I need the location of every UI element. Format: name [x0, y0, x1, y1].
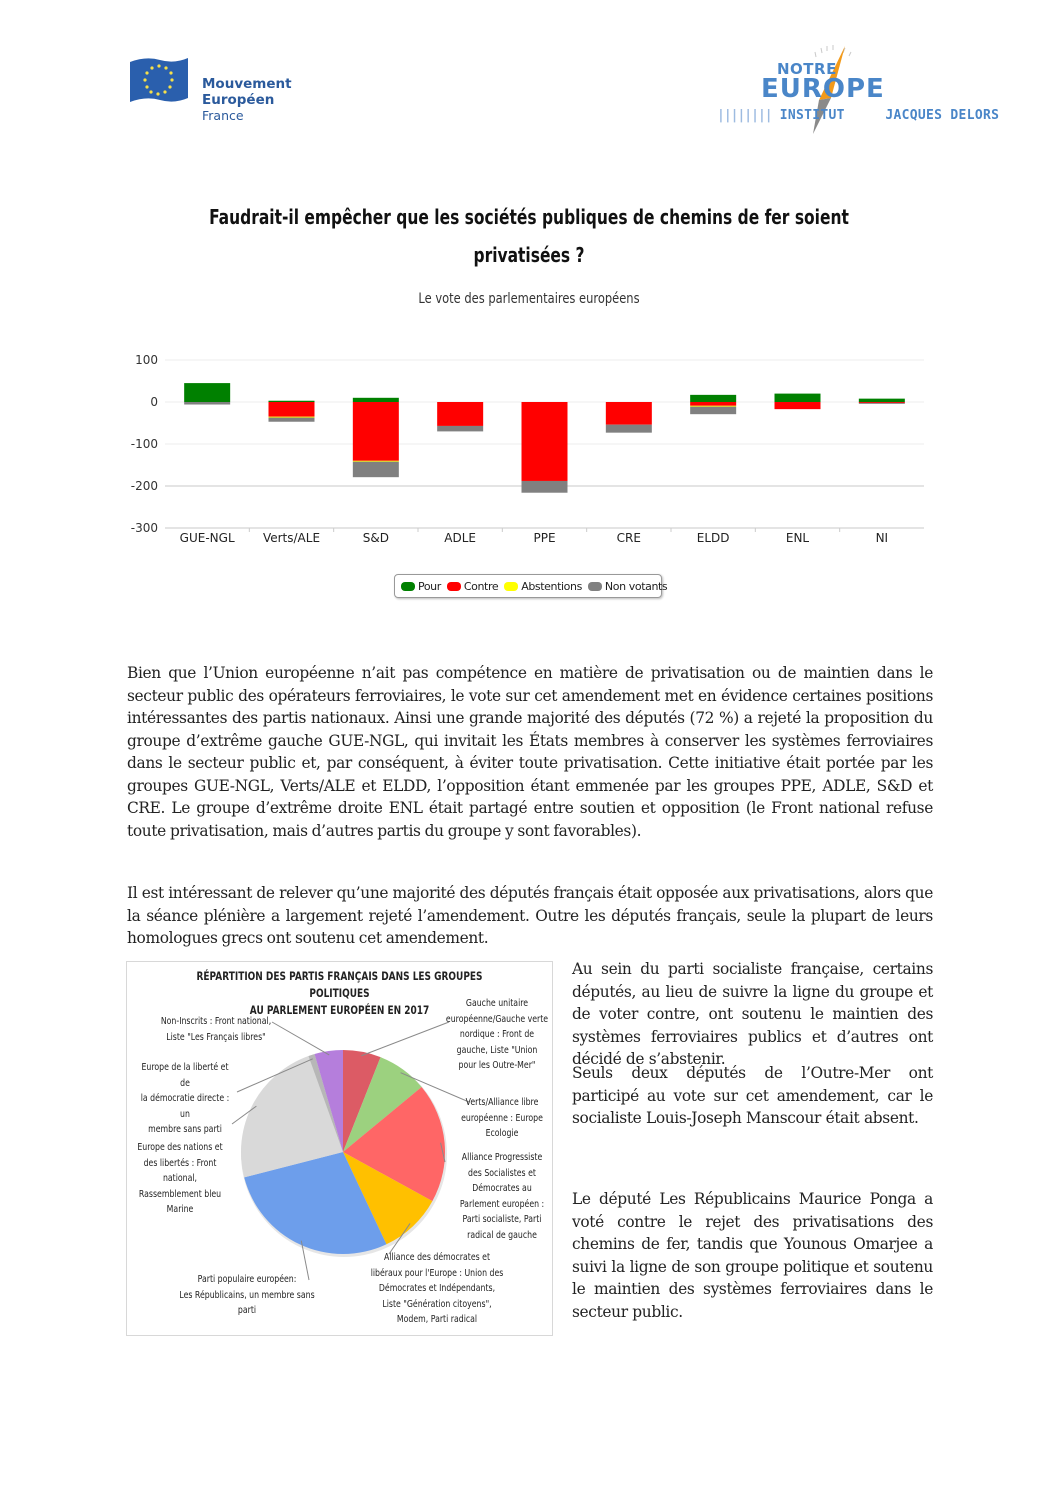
contre-swatch-icon [447, 582, 461, 591]
x-tick-label: Verts/ALE [262, 531, 321, 545]
bar-non-votants-adle [437, 426, 483, 431]
pie-label-adle: Alliance des démocrates et libéraux pour l'Europe : Union des Démocrates et Indépendants, Liste "Génération citoyens", Modem, Parti radical [370, 1252, 504, 1325]
bar-non-votants-eldd [690, 407, 736, 415]
body-paragraph-1: Bien que l’Union européenne n’ait pas compétence en matière de privatisation ou de maintien dans le secteur public des opérateurs ferroviaires, le vote sur cet amendement met en évidence certaines positions intéressantes des partis nationaux. Ainsi une grande majorité des députés (72 %) a rejeté la proposition du groupe d’extrême gauche GUE-NGL, qui invitait les États membres à conserver les systèmes ferroviaires dans le secteur public et, par conséquent, à éviter toute privatisation. Cette initiative était portée par les groupes GUE-NGL, Verts/ALE et ELDD, l’opposition étant emmenée par les groupes PPE, ADLE, S&D et CRE. Le groupe d’extrême droite ENL était partagé entre soutien et opposition (le Front national refuse toute privatisation, mais d’autres partis du groupe y sont favorables). [127, 664, 933, 840]
logo-line-2: Européen [202, 92, 275, 108]
abstentions-swatch-icon [504, 582, 518, 591]
legend-label: Contre [463, 579, 499, 593]
chart-subtitle: Le vote des parlementaires européens [418, 291, 640, 307]
logo-line-3: France [202, 108, 244, 123]
bar-pour-s-d [353, 398, 399, 402]
x-tick-label: CRE [616, 531, 641, 545]
pie-label-verts-ale: Verts/Alliance libre européenne : Europe Ecologie [461, 1097, 543, 1139]
pie-label-eldd: Europe de la liberté et de la démocratie directe : un membre sans parti [140, 1062, 230, 1135]
pie-label-sd: Alliance Progressiste des Socialistes et Démocrates au Parlement européen : Parti socialiste, Parti radical de gauche [459, 1152, 545, 1241]
x-tick-label: ELDD [696, 531, 730, 545]
bar-non-votants-verts-ale [269, 418, 315, 422]
legend-item-abstentions[interactable] [504, 580, 582, 593]
page-title: Faudrait-il empêcher que les sociétés publiques de chemins de fer soient privatisées ? [209, 205, 849, 267]
bar-contre-verts-ale [269, 402, 315, 417]
bar-contre-cre [606, 402, 652, 425]
x-tick-label: PPE [533, 531, 556, 545]
legend-item-pour[interactable] [401, 580, 441, 593]
notre-europe-logo [715, 38, 1000, 138]
legend-item-non-votants[interactable] [588, 580, 667, 593]
y-tick-label: 100 [135, 353, 158, 367]
mouvement-europeen-logo [128, 52, 308, 132]
logo-europe: EUROPE [761, 74, 885, 104]
bar-contre-adle [437, 402, 483, 426]
non-votants-swatch-icon [588, 582, 602, 591]
y-tick-label: -300 [130, 521, 158, 535]
pie-title-line-1: RÉPARTITION DES PARTIS FRANÇAIS DANS LES GROUPES POLITIQUES [196, 969, 483, 1000]
bar-non-votants-ppe [522, 481, 568, 493]
bar-non-votants-ni [859, 403, 905, 404]
bar-pour-ni [859, 399, 905, 402]
eu-flag-icon [128, 54, 190, 104]
legend-label: Pour [418, 579, 441, 593]
bar-non-votants-s-d [353, 462, 399, 478]
bar-contre-eldd [690, 402, 736, 406]
legend-label: Abstentions [521, 579, 582, 593]
logo-line-1: Mouvement [202, 76, 292, 92]
vote-bar-chart [120, 345, 940, 555]
logo-institut-word: INSTITUT [779, 108, 845, 123]
bar-contre-ppe [522, 402, 568, 481]
side-paragraph-1: Au sein du parti socialiste française, certains députés, au lieu de suivre la ligne du groupe et de voter contre, ont soutenu le maintien des systèmes ferroviaires publics et d’autres ont décidé de s’abstenir. [572, 960, 933, 1068]
pie-leader-line [272, 1022, 329, 1055]
logo-institut: |||||||| INSTITUT JACQUES DELORS [717, 108, 1000, 123]
x-tick-label: S&D [362, 531, 389, 545]
pie-label-ni: Non-Inscrits : Front national, Liste "Les Français libres" [160, 1016, 272, 1043]
bar-pour-gue-ngl [184, 383, 230, 402]
legend-label: Non votants [604, 579, 668, 593]
x-tick-label: NI [875, 531, 889, 545]
pie-chart-figure [126, 961, 553, 1336]
bar-non-votants-gue-ngl [184, 402, 230, 405]
pie-label-enl: Europe des nations et des libertés : Front national, Rassemblement bleu Marine [137, 1142, 223, 1215]
side-paragraph-2: Seuls deux députés de l’Outre-Mer ont participé au vote sur cet amendement, car le socialiste Louis-Joseph Manscour était absent. [572, 1064, 933, 1127]
pie-label-ppe: Parti populaire européen: Les Républicains, un membre sans parti [179, 1274, 315, 1316]
y-tick-label: -200 [130, 479, 158, 493]
legend-item-contre[interactable] [447, 580, 498, 593]
bar-pour-verts-ale [269, 401, 315, 402]
bar-contre-s-d [353, 402, 399, 461]
logo-notre: NOTRE [777, 60, 837, 78]
pie-label-gue-ngl: Gauche unitaire européenne/Gauche verte nordique : Front de gauche, Liste "Union pour les Outre-Mer" [445, 998, 549, 1071]
x-tick-label: ADLE [444, 531, 477, 545]
body-paragraph-2: Il est intéressant de relever qu’une majorité des députés français était opposée aux privatisations, alors que la séance plénière a largement rejeté l’amendement. Outre les députés français, seule la plupart de leurs homologues grecs ont soutenu cet amendement. [127, 884, 933, 947]
x-tick-label: ENL [785, 531, 810, 545]
x-tick-label: GUE-NGL [179, 531, 235, 545]
y-tick-label: 0 [150, 395, 158, 409]
bar-pour-eldd [690, 395, 736, 402]
bar-contre-enl [775, 402, 821, 409]
side-paragraph-3: Le député Les Républicains Maurice Ponga a voté contre le rejet des privatisations des chemins de fer, tandis que Younous Omarjee a suivi la ligne de son groupe politique et soutenu le maintien des systèmes ferroviaires dans le secteur public. [572, 1190, 933, 1321]
bar-pour-enl [775, 394, 821, 402]
bar-non-votants-cre [606, 425, 652, 433]
y-tick-label: -100 [130, 437, 158, 451]
logo-jacques-delors: JACQUES DELORS [885, 108, 1000, 123]
chart-legend [394, 574, 668, 598]
mouvement-europeen-wordmark [202, 76, 292, 124]
pour-swatch-icon [401, 582, 415, 591]
pie-title-line-2: AU PARLEMENT EUROPÉEN EN 2017 [249, 1003, 430, 1017]
pie-leader-line [361, 1022, 449, 1056]
